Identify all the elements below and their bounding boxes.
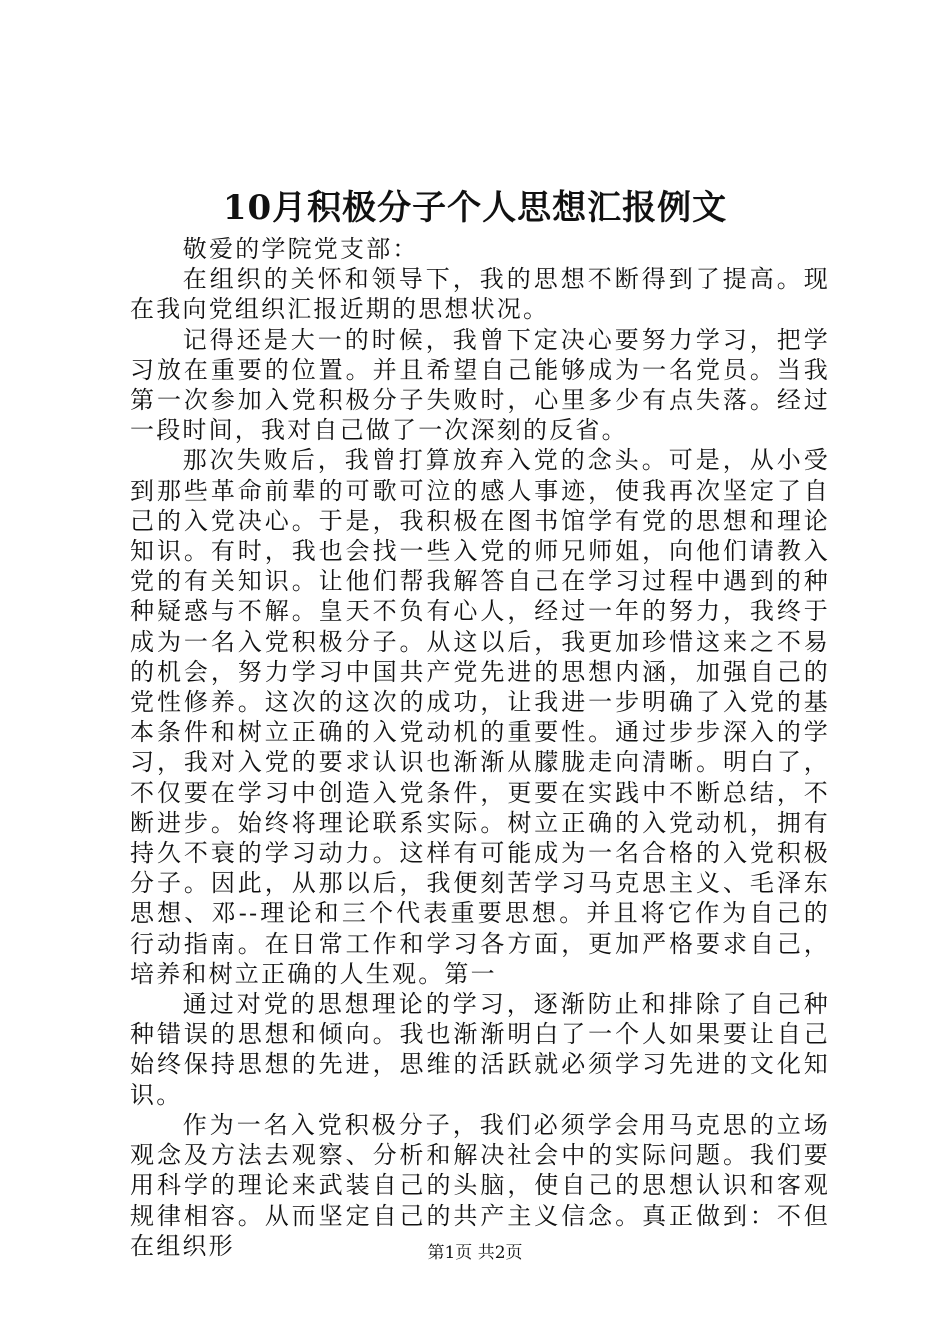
page-indicator: 第1页 共2页 [427,1243,523,1263]
paragraph-5: 作为一名入党积极分子，我们必须学会用马克思的立场观念及方法去观察、分析和解决社会中的实际问题。我们要用科学的理论来武装自己的头脑，使自己的思想认识和客观规律相容。从而坚定自己的共产主义信念。真正做到：不但在组织形 [130,1110,830,1260]
paragraph-2: 记得还是大一的时候，我曾下定决心要努力学习，把学习放在重要的位置。并且希望自己能够成为一名党员。当我第一次参加入党积极分子失败时，心里多少有点失落。经过一段时间，我对自己做了一次深刻的反省。 [130,325,830,445]
paragraph-4: 通过对党的思想理论的学习，逐渐防止和排除了自己种种错误的思想和倾向。我也渐渐明白了一个人如果要让自己始终保持思想的先进，思维的活跃就必须学习先进的文化知识。 [130,990,830,1109]
salutation: 敬爱的学院党支部： [182,235,419,263]
paragraph-1: 在组织的关怀和领导下，我的思想不断得到了提高。现在我向党组织汇报近期的思想状况。 [130,265,830,324]
paragraph-3: 那次失败后，我曾打算放弃入党的念头。可是，从小受到那些革命前辈的可歌可泣的感人事迹，使我再次坚定了自己的入党决心。于是，我积极在图书馆学有党的思想和理论知识。有时，我也会找一些入党的师兄师姐，向他们请教入党的有关知识。让他们帮我解答自己在学习过程中遇到的种种疑惑与不解。皇天不负有心人，经过一年的努力，我终于成为一名入党积极分子。从这以后，我更加珍惜这来之不易的机会，努力学习中国共产党先进的思想内涵，加强自己的党性修养。这次的这次的成功，让我进一步明确了入党的基本条件和树立正确的入党动机的重要性。通过步步深入的学习，我对入党的要求认识也渐渐从朦胧走向清晰。明白了，不仅要在学习中创造入党条件，更要在实践中不断总结，不断进步。始终将理论联系实际。树立正确的入党动机，拥有持久不衰的学习动力。这样有可能成为一名合格的入党积极分子。因此，从那以后，我便刻苦学习马克思主义、毛泽东思想、邓--理论和三个代表重要思想。并且将它作为自己的行动指南。在日常工作和学习各方面，更加严格要求自己，培养和树立正确的人生观。第一 [130,446,830,988]
page-footer [0,1241,950,1265]
document-body [130,234,830,1261]
document-title: 10月积极分子个人思想汇报例文 [222,188,728,228]
